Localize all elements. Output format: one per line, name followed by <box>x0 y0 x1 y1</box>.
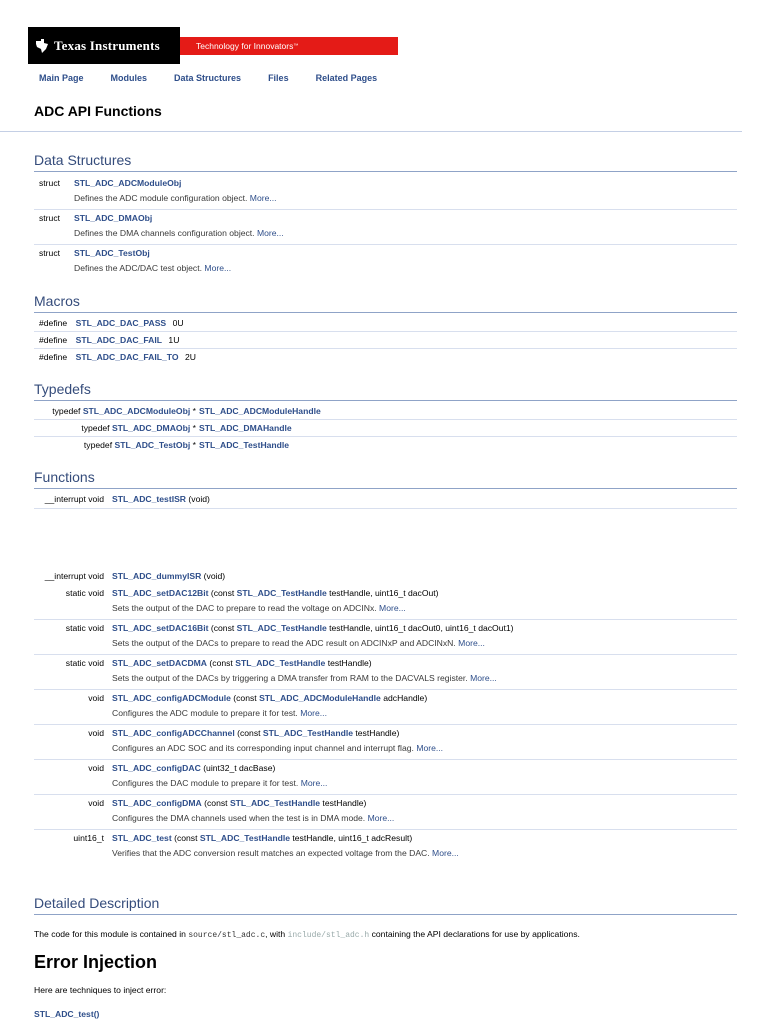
macros-heading: Macros <box>34 293 80 309</box>
function-description <box>112 673 497 683</box>
tagline-text: Technology for Innovators <box>196 41 294 51</box>
more-link[interactable]: More... <box>300 778 328 788</box>
macro-row <box>39 352 196 362</box>
section-divider <box>34 312 737 313</box>
stl-adc-test-link[interactable]: STL_ADC_test() <box>34 1009 100 1019</box>
macro-value: 2U <box>184 352 196 362</box>
nav-data-structures[interactable]: Data Structures <box>174 73 242 83</box>
typedefs-heading: Typedefs <box>34 381 91 397</box>
logo-text: Texas Instruments <box>54 37 160 53</box>
function-signature <box>112 693 427 703</box>
function-signature <box>112 763 275 773</box>
struct-keyword: struct <box>39 178 61 188</box>
more-link[interactable]: More... <box>204 263 232 273</box>
pointer-mark: * <box>192 406 196 416</box>
struct-link[interactable]: STL_ADC_DMAObj <box>74 213 153 223</box>
struct-description <box>74 263 231 273</box>
typedef-type <box>81 423 196 433</box>
desc-text: Sets the output of the DAC to prepare to read the voltage on ADCINx. <box>112 603 377 613</box>
macro-row <box>39 318 184 328</box>
desc-text: Verifies that the ADC conversion result matches an expected voltage from the DAC. <box>112 848 430 858</box>
function-return-type: __interrupt void <box>44 571 104 581</box>
function-description <box>112 848 459 858</box>
pointer-mark: * <box>192 423 196 433</box>
ti-logo[interactable] <box>28 27 180 64</box>
typedef-keyword: typedef <box>81 423 110 433</box>
typedef-link[interactable]: STL_ADC_DMAHandle <box>199 423 292 433</box>
function-return-type: static void <box>65 658 104 668</box>
functions-heading: Functions <box>34 469 95 485</box>
function-args: (void) <box>186 494 210 504</box>
param-type-link[interactable]: STL_ADC_TestHandle <box>235 658 326 668</box>
row-divider <box>34 508 737 509</box>
function-signature <box>112 658 372 668</box>
typedef-type-link[interactable]: STL_ADC_ADCModuleObj <box>82 406 191 416</box>
macro-link[interactable]: STL_ADC_DAC_PASS <box>75 318 167 328</box>
struct-row <box>39 248 60 258</box>
function-return-type: static void <box>65 623 104 633</box>
desc-text: Sets the output of the DACs by triggering a DMA transfer from RAM to the DACVALS register. <box>112 673 468 683</box>
function-description <box>112 743 443 753</box>
function-return-type: void <box>88 728 104 738</box>
header-file-path: include/stl_adc.h <box>287 931 370 940</box>
function-description <box>112 603 406 613</box>
function-args: (const <box>207 658 236 668</box>
macro-link[interactable]: STL_ADC_DAC_FAIL <box>75 335 163 345</box>
header-divider <box>0 131 742 132</box>
function-return-type: void <box>88 693 104 703</box>
more-link[interactable]: More... <box>300 708 327 718</box>
function-signature <box>112 728 399 738</box>
macro-row <box>39 335 179 345</box>
function-link[interactable]: STL_ADC_setDAC12Bit <box>112 588 209 598</box>
define-keyword: #define <box>39 318 68 328</box>
struct-link[interactable]: STL_ADC_ADCModuleObj <box>74 178 182 188</box>
typedef-keyword: typedef <box>83 440 113 450</box>
typedef-keyword: typedef <box>52 406 81 416</box>
function-description <box>112 638 485 648</box>
desc-text: Configures the DMA channels used when the test is in DMA mode. <box>112 813 366 823</box>
function-return-type: uint16_t <box>73 833 104 843</box>
function-description <box>112 813 394 823</box>
function-link[interactable]: STL_ADC_dummyISR <box>112 571 202 581</box>
struct-description <box>74 228 284 238</box>
nav-modules[interactable]: Modules <box>110 73 148 83</box>
more-link[interactable]: More... <box>379 603 406 613</box>
desc-text: Sets the output of the DACs to prepare to read the ADC result on ADCINxP and ADCINxN. <box>112 638 456 648</box>
more-link[interactable]: More... <box>367 813 395 823</box>
function-link[interactable]: STL_ADC_setDAC16Bit <box>112 623 209 633</box>
param-type-link[interactable]: STL_ADC_TestHandle <box>199 833 290 843</box>
define-keyword: #define <box>39 352 68 362</box>
more-link[interactable]: More... <box>470 673 497 683</box>
function-signature <box>112 623 514 633</box>
function-args: testHandle) <box>320 798 367 808</box>
tagline-banner <box>180 37 398 55</box>
section-divider <box>34 914 737 915</box>
more-link[interactable]: More... <box>432 848 459 858</box>
macro-link[interactable]: STL_ADC_DAC_FAIL_TO <box>75 352 179 362</box>
struct-row <box>39 213 60 223</box>
more-link[interactable]: More... <box>256 228 284 238</box>
source-file-path: source/stl_adc.c <box>188 931 266 940</box>
row-divider <box>34 619 737 620</box>
function-args: (const <box>230 693 260 703</box>
row-divider <box>34 209 737 210</box>
section-divider <box>34 171 737 172</box>
row-divider <box>34 419 737 420</box>
row-divider <box>34 331 737 332</box>
nav-files[interactable]: Files <box>268 73 289 83</box>
function-return-type: void <box>88 798 104 808</box>
param-type-link[interactable]: STL_ADC_TestHandle <box>229 798 321 808</box>
function-signature <box>112 798 366 808</box>
function-args: testHandle) <box>353 728 400 738</box>
function-link[interactable]: STL_ADC_setDACDMA <box>112 658 208 668</box>
param-type-link[interactable]: STL_ADC_TestHandle <box>262 728 353 738</box>
struct-row <box>39 178 60 188</box>
desc-text: The code for this module is contained in <box>34 929 189 939</box>
error-injection-text: Here are techniques to inject error: <box>34 985 167 995</box>
more-link[interactable]: More... <box>416 743 444 753</box>
typedef-link[interactable]: STL_ADC_ADCModuleHandle <box>199 406 321 416</box>
typedef-type-link[interactable]: STL_ADC_TestObj <box>114 440 191 450</box>
row-divider <box>34 724 737 725</box>
typedef-type <box>84 440 196 450</box>
function-signature <box>112 571 225 581</box>
detailed-description-text <box>34 929 580 940</box>
struct-description <box>74 193 277 203</box>
desc-text: Defines the ADC module configuration object. <box>74 193 248 203</box>
nav-main-page[interactable]: Main Page <box>39 73 84 83</box>
function-link[interactable]: STL_ADC_configADCChannel <box>112 728 235 738</box>
desc-text: Defines the DMA channels configuration object. <box>74 228 255 238</box>
struct-keyword: struct <box>39 213 61 223</box>
more-link[interactable]: More... <box>458 638 485 648</box>
data-structures-heading: Data Structures <box>34 152 132 168</box>
more-link[interactable]: More... <box>249 193 277 203</box>
function-args: (const <box>171 833 200 843</box>
macro-value: 1U <box>168 335 180 345</box>
nav-related-pages[interactable]: Related Pages <box>315 73 378 83</box>
row-divider <box>34 689 737 690</box>
function-args: (const <box>208 588 237 598</box>
function-return-type: __interrupt void <box>44 494 104 504</box>
function-link[interactable]: STL_ADC_configDAC <box>112 763 201 773</box>
function-signature <box>112 588 439 598</box>
desc-text: Configures the DAC module to prepare it for test. <box>112 778 299 788</box>
typedef-type-link[interactable]: STL_ADC_DMAObj <box>111 423 191 433</box>
row-divider <box>34 829 737 830</box>
ti-state-icon <box>34 38 50 54</box>
function-description <box>112 708 327 718</box>
function-args: testHandle, uint16_t dacOut) <box>326 588 439 598</box>
function-args: testHandle) <box>325 658 372 668</box>
param-type-link[interactable]: STL_ADC_TestHandle <box>236 588 327 598</box>
param-type-link[interactable]: STL_ADC_TestHandle <box>236 623 327 633</box>
function-args: (uint32_t dacBase) <box>200 763 276 773</box>
function-return-type: static void <box>65 588 104 598</box>
function-args: testHandle, uint16_t dacOut0, uint16_t dacOut1) <box>326 623 514 633</box>
desc-text: containing the API declarations for use by applications. <box>369 929 580 939</box>
row-divider <box>34 794 737 795</box>
page-title: ADC API Functions <box>34 103 162 119</box>
desc-text: Defines the ADC/DAC test object. <box>74 263 203 273</box>
row-divider <box>34 244 737 245</box>
error-injection-heading: Error Injection <box>34 952 158 972</box>
define-keyword: #define <box>39 335 68 345</box>
row-divider <box>34 654 737 655</box>
function-args: (const <box>234 728 263 738</box>
desc-text: , with <box>265 929 288 939</box>
macro-value: 0U <box>172 318 184 328</box>
function-args: (const <box>208 623 237 633</box>
function-signature <box>112 494 210 504</box>
trademark-mark: ™ <box>293 43 299 49</box>
function-link[interactable]: STL_ADC_configDMA <box>112 798 202 808</box>
row-divider <box>34 759 737 760</box>
function-args: (void) <box>201 571 226 581</box>
function-link[interactable]: STL_ADC_configADCModule <box>112 693 231 703</box>
function-args: (const <box>201 798 230 808</box>
desc-text: Configures an ADC SOC and its corresponding input channel and interrupt flag. <box>112 743 414 753</box>
row-divider <box>34 436 737 437</box>
typedef-type <box>52 406 196 416</box>
struct-keyword: struct <box>39 248 61 258</box>
function-description <box>112 778 327 788</box>
desc-text: Configures the ADC module to prepare it for test. <box>112 708 298 718</box>
pointer-mark: * <box>192 440 196 450</box>
function-link[interactable]: STL_ADC_testISR <box>112 494 187 504</box>
row-divider <box>34 348 737 349</box>
function-return-type: void <box>88 763 104 773</box>
typedef-link[interactable]: STL_ADC_TestHandle <box>199 440 290 450</box>
function-args: testHandle, uint16_t adcResult) <box>289 833 413 843</box>
main-nav <box>39 73 404 83</box>
function-link[interactable]: STL_ADC_test <box>112 833 172 843</box>
param-type-link[interactable]: STL_ADC_ADCModuleHandle <box>259 693 381 703</box>
section-divider <box>34 488 737 489</box>
function-args: adcHandle) <box>380 693 428 703</box>
detailed-description-heading: Detailed Description <box>34 895 160 911</box>
function-signature <box>112 833 412 843</box>
section-divider <box>34 400 737 401</box>
struct-link[interactable]: STL_ADC_TestObj <box>74 248 150 258</box>
